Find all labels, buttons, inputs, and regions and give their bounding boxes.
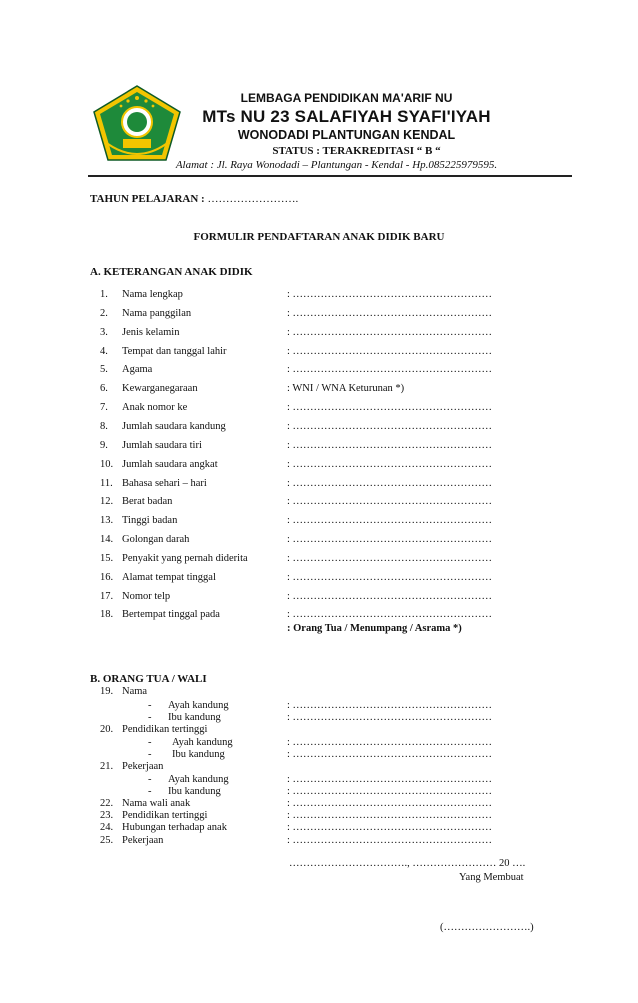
guardian-relation-field[interactable]: : ………………………………………………… (287, 822, 493, 833)
form-field[interactable]: : ………………………………………………… (287, 458, 493, 470)
list-item: 12. Berat badan : ………………………………………………… (100, 496, 493, 508)
academic-year-label: TAHUN PELAJARAN : (90, 193, 205, 205)
list-item: 25. Pekerjaan : ………………………………………………… (100, 835, 493, 846)
list-item: 16. Alamat tempat tinggal : ………………………………………………… (100, 571, 493, 583)
mother-job-field[interactable]: : ………………………………………………… (287, 786, 493, 797)
list-item: - Ibu kandung : ………………………………………………… (148, 712, 493, 723)
form-field[interactable]: : ………………………………………………… (287, 402, 493, 414)
school-address: Alamat : Jl. Raya Wonodadi – Plantungan - Kendal - Hp.085225979595. (175, 159, 498, 171)
form-field[interactable]: : WNI / WNA Keturunan *) (287, 383, 405, 395)
list-item: - Ibu kandung : ………………………………………………… (148, 786, 493, 797)
list-item: 8. Jumlah saudara kandung : ………………………………………………… (100, 420, 493, 432)
form-field[interactable]: : ………………………………………………… (287, 552, 493, 564)
list-item: 7. Anak nomor ke : ………………………………………………… (100, 402, 493, 414)
residence-options[interactable]: : Orang Tua / Menumpang / Asrama *) (287, 623, 462, 634)
list-item: - Ayah kandung : ………………………………………………… (148, 774, 493, 785)
form-field[interactable]: : ………………………………………………… (287, 420, 493, 432)
guardian-job-field[interactable]: : ………………………………………………… (287, 835, 493, 846)
form-field[interactable]: : ………………………………………………… (287, 326, 493, 338)
mother-name-field[interactable]: : ………………………………………………… (287, 712, 493, 723)
academic-year (90, 193, 298, 205)
list-item: 18. Bertempat tinggal pada : ………………………………………………… (100, 609, 493, 621)
form-field[interactable]: : ………………………………………………… (287, 571, 493, 583)
form-field[interactable]: : ………………………………………………… (287, 345, 493, 357)
form-title: FORMULIR PENDAFTARAN ANAK DIDIK BARU (193, 231, 445, 243)
header-divider (88, 175, 572, 177)
list-item: 15. Penyakit yang pernah diderita : ………………………………………………… (100, 552, 493, 564)
father-name-field[interactable]: : ………………………………………………… (287, 700, 493, 711)
list-item: 23. Pendidikan tertinggi : ………………………………………………… (100, 810, 493, 821)
list-item: - Ayah kandung : ………………………………………………… (148, 737, 493, 748)
signer-name-field[interactable]: (…………………….) (440, 922, 534, 933)
form-field[interactable]: : ………………………………………………… (287, 515, 493, 527)
father-job-field[interactable]: : ………………………………………………… (287, 774, 493, 785)
form-field[interactable]: : ………………………………………………… (287, 590, 493, 602)
academic-year-field[interactable]: ……………………. (207, 193, 299, 205)
form-field[interactable]: : ………………………………………………… (287, 477, 493, 489)
school-location: WONODADI PLANTUNGAN KENDAL (237, 128, 456, 142)
list-item: 2. Nama panggilan : ………………………………………………… (100, 307, 493, 319)
form-field[interactable]: : ………………………………………………… (287, 534, 493, 546)
list-item: 10. Jumlah saudara angkat : ………………………………………………… (100, 458, 493, 470)
list-item: 14. Golongan darah : ………………………………………………… (100, 534, 493, 546)
accreditation-status: STATUS : TERAKREDITASI “ B “ (272, 145, 441, 157)
list-item: 21. Pekerjaan (100, 761, 164, 772)
form-field[interactable]: : ………………………………………………… (287, 307, 493, 319)
list-item: 4. Tempat dan tanggal lahir : ………………………………………………… (100, 345, 493, 357)
list-item: - Ibu kandung : ………………………………………………… (148, 749, 493, 760)
guardian-name-field[interactable]: : ………………………………………………… (287, 798, 493, 809)
list-item: 17. Nomor telp : ………………………………………………… (100, 590, 493, 602)
list-item: 5. Agama : ………………………………………………… (100, 364, 493, 376)
father-education-field[interactable]: : ………………………………………………… (287, 737, 493, 748)
place-date-field[interactable]: ……………………………., …………………… 20 …. (289, 858, 526, 869)
section-b-title: B. ORANG TUA / WALI (90, 673, 207, 685)
form-field[interactable]: : ………………………………………………… (287, 364, 493, 376)
school-name: MTs NU 23 SALAFIYAH SYAFI'IYAH (202, 107, 491, 126)
list-item: 22. Nama wali anak : ………………………………………………… (100, 798, 493, 809)
signer-role: Yang Membuat (459, 872, 524, 883)
form-field[interactable]: : ………………………………………………… (287, 439, 493, 451)
mother-education-field[interactable]: : ………………………………………………… (287, 749, 493, 760)
form-field[interactable]: : ………………………………………………… (287, 609, 493, 621)
list-item: 13. Tinggi badan : ………………………………………………… (100, 515, 493, 527)
list-item: 24. Hubungan terhadap anak : ………………………………………………… (100, 822, 493, 833)
list-item: 11. Bahasa sehari – hari : ………………………………………………… (100, 477, 493, 489)
form-field[interactable]: : ………………………………………………… (287, 289, 493, 300)
list-item: 6. Kewarganegaraan : WNI / WNA Keturunan *) (100, 383, 405, 395)
list-item: 9. Jumlah saudara tiri : ………………………………………………… (100, 439, 493, 451)
list-item: 20. Pendidikan tertinggi (100, 724, 208, 735)
list-item: 3. Jenis kelamin : ………………………………………………… (100, 326, 493, 338)
residence-options-row (0, 623, 638, 639)
section-a-title: A. KETERANGAN ANAK DIDIK (90, 266, 253, 278)
guardian-education-field[interactable]: : ………………………………………………… (287, 810, 493, 821)
list-item: 19. Nama (100, 686, 148, 697)
institution-name: LEMBAGA PENDIDIKAN MA'ARIF NU (240, 91, 453, 105)
list-item: - Ayah kandung : ………………………………………………… (148, 700, 493, 711)
form-field[interactable]: : ………………………………………………… (287, 496, 493, 508)
list-item: 1. Nama lengkap : ………………………………………………… (100, 289, 493, 300)
